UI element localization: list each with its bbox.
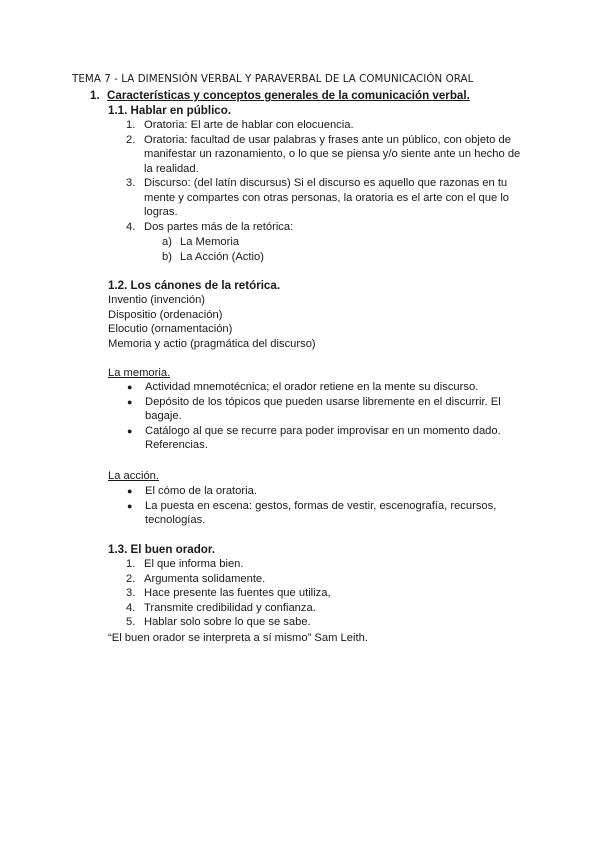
document-title: TEMA 7 - LA DIMENSIÓN VERBAL Y PARAVERBAL DE LA COMUNICACIÓN ORAL — [72, 73, 474, 85]
list-item — [126, 176, 526, 220]
bullet-item — [127, 395, 527, 424]
sublist-letter: a) — [162, 236, 172, 248]
list-text: Argumenta solidamente. — [144, 572, 266, 585]
list-number: 2. — [126, 133, 136, 146]
bullet-icon: ● — [127, 486, 133, 496]
bullet-text: Catálogo al que se recurre para poder improvisar en un momento dado. — [145, 424, 501, 437]
list-number: 4. — [126, 220, 136, 233]
bullet-text: Referencias. — [145, 439, 208, 451]
public-speaking-list — [126, 118, 526, 234]
list-item — [126, 557, 526, 572]
canon-line: Elocutio (ornamentación) — [108, 323, 233, 335]
list-text: Discurso: (del latín discursus) Si el discurso es aquello que razonas en tu — [144, 177, 508, 189]
list-text: mente y compartes con otras personas, la oratoria es el arte con el que lo — [144, 191, 510, 204]
bullet-icon: ● — [127, 500, 133, 511]
section-1-heading — [90, 88, 530, 103]
section-1-number: 1. — [90, 89, 100, 102]
list-number: 3. — [126, 177, 136, 189]
bullet-text: El cómo de la oratoria. — [145, 485, 257, 497]
canon-line: Inventio (invención) — [108, 294, 206, 306]
list-item — [126, 586, 526, 601]
list-item — [126, 118, 526, 133]
memoria-label: La memoria. — [108, 367, 171, 379]
list-number: 1. — [126, 119, 136, 131]
bullet-item — [127, 484, 527, 499]
bullet-text: bagaje. — [145, 410, 182, 422]
canon-line: Memoria y actio (pragmática del discurso) — [108, 337, 316, 350]
list-text: Hablar solo sobre lo que se sabe. — [144, 616, 311, 628]
subsection-1-1-heading: 1.1. Hablar en público. — [108, 104, 232, 117]
bullet-icon: ● — [127, 425, 133, 436]
bullet-text: Depósito de los tópicos que pueden usarse libremente en el discurrir. El — [145, 395, 501, 408]
list-text: Dos partes más de la retórica: — [144, 220, 294, 233]
list-number: 1. — [126, 558, 136, 570]
bullet-item — [127, 380, 527, 395]
list-text: logras. — [144, 206, 178, 218]
list-text: Transmite credibilidad y confianza. — [144, 601, 316, 614]
bullet-icon: ● — [127, 382, 133, 392]
accion-label: La acción. — [108, 470, 159, 482]
bullet-text: La puesta en escena: gestos, formas de vestir, escenografía, recursos, — [145, 499, 497, 512]
list-number: 4. — [126, 601, 136, 614]
list-text: Hace presente las fuentes que utiliza, — [144, 587, 331, 599]
bullet-text: tecnologías. — [145, 514, 206, 526]
canon-line: Dispositio (ordenación) — [108, 308, 223, 321]
rhetoric-parts-sublist — [162, 235, 462, 264]
section-1-title: Características y conceptos generales de la comunicación verbal. — [107, 89, 470, 102]
list-number: 3. — [126, 587, 136, 599]
list-text: El que informa bien. — [144, 558, 244, 570]
bullet-text: Actividad mnemotécnica; el orador retiene en la mente su discurso. — [145, 381, 479, 393]
accion-bullets — [127, 484, 527, 528]
list-item — [126, 601, 526, 616]
sublist-item — [162, 235, 462, 250]
good-speaker-list — [126, 557, 526, 630]
bullet-item — [127, 499, 527, 528]
bullet-icon: ● — [127, 396, 133, 407]
list-item — [126, 615, 526, 630]
list-text: Oratoria: facultad de usar palabras y frases ante un público, con objeto de — [144, 133, 511, 146]
list-text: Oratoria: El arte de hablar con elocuencia. — [144, 119, 354, 131]
list-item — [126, 133, 526, 177]
bullet-item — [127, 424, 527, 453]
subsection-1-2-heading: 1.2. Los cánones de la retórica. — [108, 279, 281, 292]
sublist-item — [162, 250, 462, 265]
sublist-text: La Acción (Actio) — [180, 250, 264, 263]
list-number: 2. — [126, 572, 136, 585]
subsection-1-3-heading: 1.3. El buen orador. — [108, 543, 215, 556]
sublist-text: La Memoria — [180, 236, 240, 248]
sublist-letter: b) — [162, 250, 172, 263]
memoria-bullets — [127, 380, 527, 453]
list-number: 5. — [126, 616, 136, 628]
list-text: manifestar un razonamiento, o lo que se piensa y/o siente ante un hecho de — [144, 148, 521, 160]
list-text: la realidad. — [144, 162, 199, 175]
list-item — [126, 220, 526, 235]
list-item — [126, 572, 526, 587]
quote-line: “El buen orador se interpreta a sí mismo” Sam Leith. — [108, 632, 368, 644]
